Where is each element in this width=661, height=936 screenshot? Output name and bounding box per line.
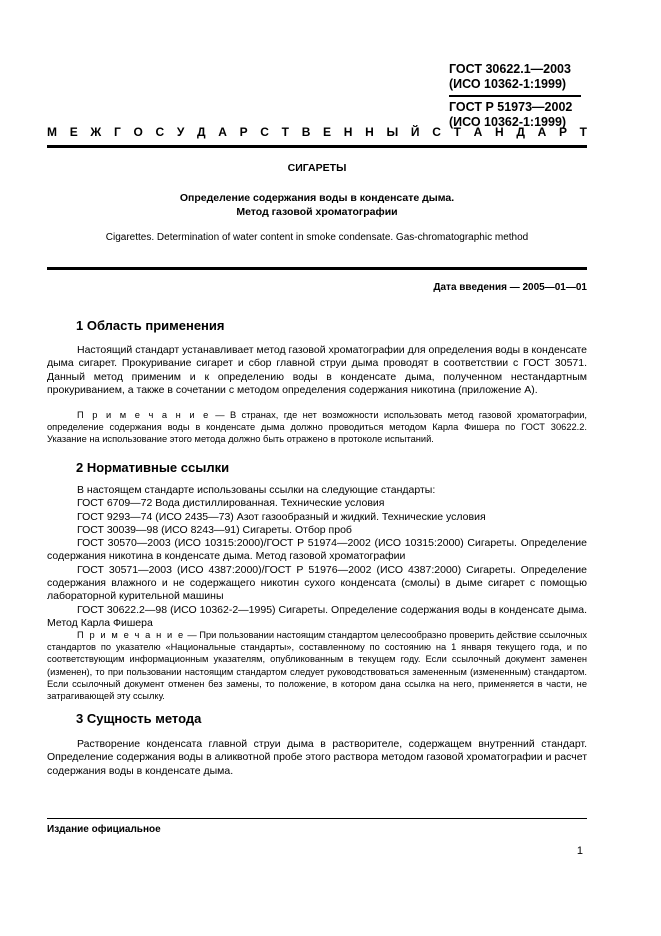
document-subtitle: Определение содержания воды в конденсате дыма. Метод газовой хроматографии [179,192,455,218]
gost-line-4: (ИСО 10362-1:1999) [449,114,567,129]
note-label: П р и м е ч а н и е [77,410,210,420]
section-3-text: Растворение конденсата главной струи дыма в растворителе, содержащем внутренний стандарт. Определение содержания воды в аликвотной пробе этого раствора методом газовой хроматографии и расчет содержания воды в конденсате дыма. [47,738,587,777]
document-title: СИГАРЕТЫ [287,162,347,174]
title-rule [47,267,587,270]
footer-rule [47,818,587,819]
page-number: 1 [576,845,583,857]
gost-line-3: ГОСТ Р 51973—2002 [449,99,573,114]
section-1-text: Настоящий стандарт устанавливает метод газовой хроматографии для определения воды в конденсате дыма сигарет. Прокуривание сигарет и сбор главной струи дыма проводят в соответствии с ГОСТ 30571. Данный метод применим и к определению воды в конденсате дыма, полученном нестандартным прокуриванием, а также в сочетании с методом определения содержания никотина (приложение А). [47,344,587,396]
gost-line-1: ГОСТ 30622.1—2003 [449,62,571,76]
section-2-heading: 2 Нормативные ссылки [76,460,230,475]
gost-line-2: (ИСО 10362-1:1999) [449,77,567,91]
section-3-heading: 3 Сущность метода [76,711,202,726]
reference-item: ГОСТ 30039—98 (ИСО 8243—91) Сигареты. Отбор проб [77,523,352,536]
refs-intro: В настоящем стандарте использованы ссылки на следующие стандарты: [77,484,436,496]
section-1-note: П р и м е ч а н и е — В странах, где нет возможности использовать метод газовой хроматографии, определение содержания воды в конденсате дыма должно проводиться методом Карла Фишера по ГОСТ 30622.2. Указание на использование этого метода должно быть отражено в протоколе испытаний. [47,410,587,445]
gost-designation-block [449,62,581,130]
section-1-heading: 1 Область применения [76,318,225,333]
reference-item: ГОСТ 30570—2003 (ИСО 10315:2000)/ГОСТ Р 51974—2002 (ИСО 10315:2000) Сигареты. Определение содержания никотина в конденсате дыма. Метод газовой хроматографии [47,537,587,563]
reference-item: ГОСТ 9293—74 (ИСО 2435—73) Азот газообразный и жидкий. Технические условия [77,510,486,523]
introduction-date: Дата введения — 2005—01—01 [433,282,587,293]
reference-item: ГОСТ 6709—72 Вода дистиллированная. Технические условия [77,497,385,510]
reference-item: ГОСТ 30571—2003 (ИСО 4387:2000)/ГОСТ Р 51976—2002 (ИСО 4387:2000) Сигареты. Определение содержания влажного и не содержащего никотин сухого конденсата (смолы) в дыме сигарет с помощью лабораторной курительной машины [47,563,587,603]
note-label: П р и м е ч а н и е [77,630,185,640]
normative-references [47,484,587,630]
official-edition-label: Издание официальное [47,824,161,835]
header-rule [47,145,587,148]
gost-separator [449,95,581,97]
interstate-standard-banner: М Е Ж Г О С У Д А Р С Т В Е Н Н Ы Й С Т А Н Д А Р Т [47,125,587,139]
reference-item: ГОСТ 30622.2—98 (ИСО 10362-2—1995) Сигареты. Определение содержания воды в конденсате дыма. Метод Карла Фишера [47,603,587,629]
english-title: Cigarettes. Determination of water content in smoke condensate. Gas-chromatographic method [105,232,529,243]
section-2-note: П р и м е ч а н и е — При пользовании настоящим стандартом целесообразно проверить действие ссылочных стандартов по указателю «Национальные стандарты», составленному по состоянию на 1 января текущего года, и по соответствующим информационным указателям, опубликованным в текущем году. Если ссылочный документ заменен (изменен), то при пользовании настоящим стандартом следует руководствоваться замененным (измененным) стандартом. Если ссылочный документ отменен без замены, то положение, в котором дана ссылка на него, применяется в части, не затрагивающей эту ссылку. [47,630,587,702]
